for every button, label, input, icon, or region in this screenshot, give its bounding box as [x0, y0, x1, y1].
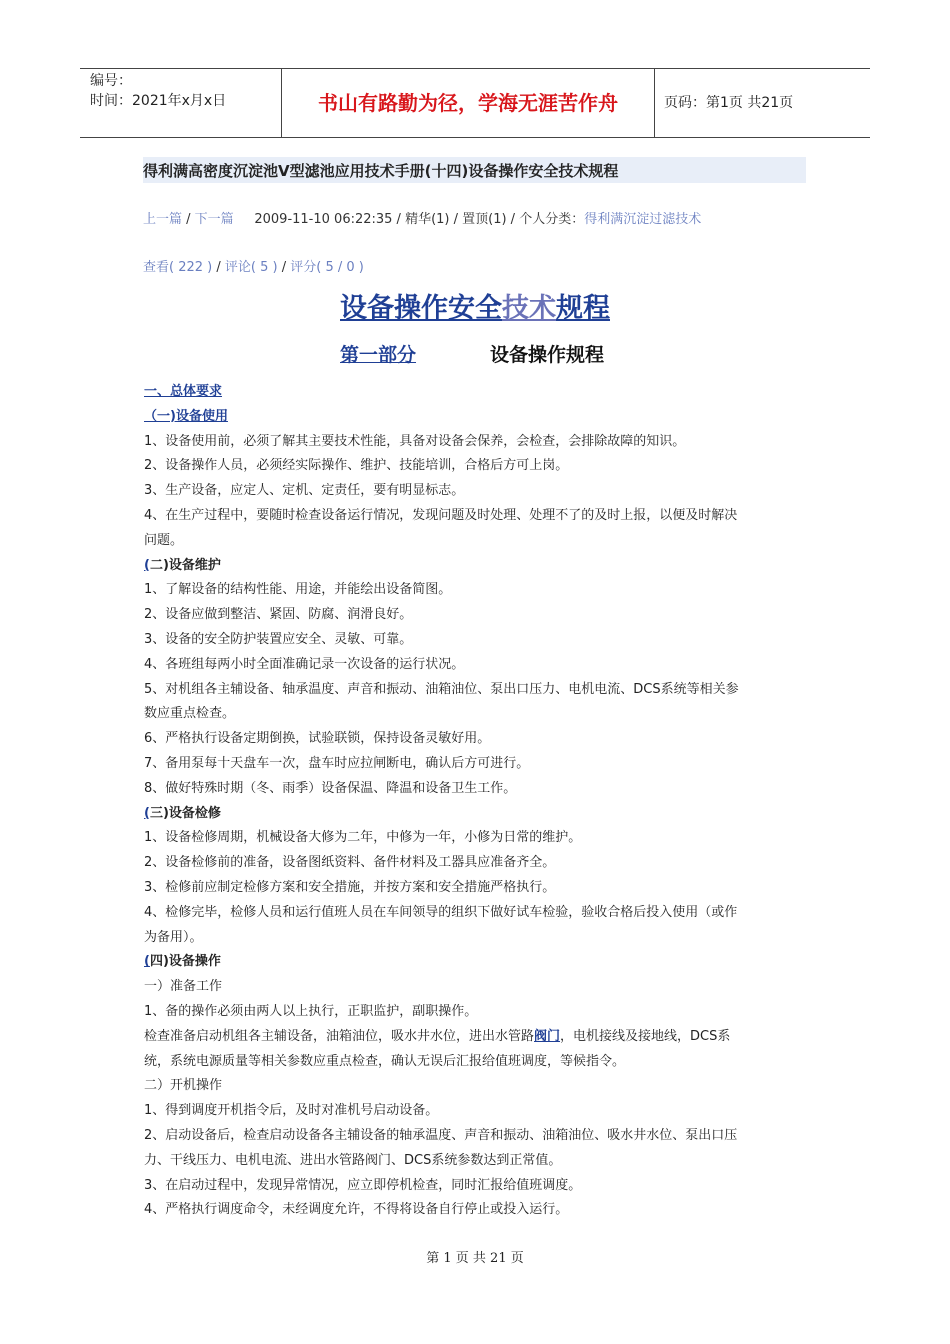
list-item: 3、检修前应制定检修方案和安全措施，并按方案和安全措施严格执行。: [144, 879, 556, 895]
section-heading[interactable]: 一、总体要求: [144, 384, 223, 399]
list-item: 1、了解设备的结构性能、用途，并能绘出设备简图。: [144, 582, 452, 598]
page-header: [80, 68, 870, 138]
number-label: 编号：: [90, 73, 132, 89]
section-heading[interactable]: （一)设备使用: [144, 408, 228, 424]
next-article-link[interactable]: 下一篇: [194, 212, 234, 227]
list-item: 1、设备检修周期，机械设备大修为二年，中修为一年，小修为日常的维护。: [144, 830, 582, 846]
views-link[interactable]: 查看( 222 ): [143, 260, 213, 275]
time-label: 时间：2021年x月x日: [90, 93, 227, 109]
list-item: 1、得到调度开机指令后，及时对准机号启动设备。: [144, 1103, 439, 1119]
section-heading: [144, 554, 804, 579]
main-title-part-c[interactable]: 规程: [556, 293, 610, 324]
list-item: 8、做好特殊时期（冬、雨季）设备保温、降温和设备卫生工作。: [144, 780, 517, 796]
section-mark[interactable]: (: [144, 954, 150, 970]
list-item: 问题。: [144, 532, 184, 548]
separator: /: [182, 212, 195, 227]
paragraph-text: 检查准备启动机组各主辅设备，油箱油位，吸水井水位，进出水管路: [144, 1028, 535, 1044]
list-item: 为备用）。: [144, 929, 203, 945]
paragraph-text: ，电机接线及接地线，DCS系: [560, 1028, 731, 1044]
part-title: 设备操作规程: [490, 344, 605, 366]
section-heading: [144, 950, 804, 975]
list-item: 2、设备检修前的准备，设备图纸资料、备件材料及工器具应准备齐全。: [144, 855, 556, 871]
list-item: 5、对机组各主辅设备、轴承温度、声音和振动、油箱油位、泵出口压力、电机电流、DCS系统等相关参: [144, 681, 739, 697]
list-item: 4、在生产过程中，要随时检查设备运行情况，发现问题及时处理、处理不了的及时上报，以便及时解决: [144, 507, 738, 523]
comments-link[interactable]: 评论( 5 ): [224, 260, 278, 275]
list-item: 3、生产设备，应定人、定机、定责任，要有明显标志。: [144, 483, 465, 499]
header-page-label: 页码：第1页 共21页: [664, 95, 794, 111]
list-item: 1、备的操作必须由两人以上执行，正职监护，副职操作。: [144, 1003, 478, 1019]
list-item: 2、启动设备后，检查启动设备各主辅设备的轴承温度、声音和振动、油箱油位、吸水井水位、泵出口压: [144, 1127, 738, 1143]
category-link[interactable]: 得利满沉淀过滤技术: [584, 212, 702, 227]
separator: /: [212, 260, 225, 275]
document-body: [144, 380, 804, 1223]
section-mark: 四: [149, 954, 163, 970]
list-item: 7、备用泵每十天盘车一次，盘车时应拉闸断电，确认后方可进行。: [144, 755, 530, 771]
list-item: 2、设备应做到整洁、紧固、防腐、润滑良好。: [144, 607, 413, 623]
list-item: 4、严格执行调度命令，未经调度允许，不得将设备自行停止或投入运行。: [144, 1202, 569, 1218]
article-stats: [143, 256, 364, 275]
section-title: )设备检修: [162, 805, 221, 821]
section-title: )设备操作: [162, 954, 221, 970]
separator: /: [277, 260, 291, 275]
part-label[interactable]: 第一部分: [340, 344, 417, 366]
list-item: 数应重点检查。: [144, 706, 236, 722]
subsection-heading: 二）开机操作: [144, 1078, 223, 1094]
header-meta-cell: [80, 69, 282, 137]
paragraph: 统，系统电源质量等相关参数应重点检查，确认无误后汇报给值班调度，等候指令。: [144, 1053, 626, 1069]
list-item: 力、干线压力、电机电流、进出水管路阀门、DCS系统参数达到正常值。: [144, 1152, 562, 1168]
article-title: 得利满高密度沉淀池Ⅴ型滤池应用技术手册(十四)设备操作安全技术规程: [143, 157, 806, 183]
list-item: 4、各班组每两小时全面准确记录一次设备的运行状况。: [144, 656, 465, 672]
section-mark[interactable]: (: [144, 805, 150, 821]
section-mark: 三: [149, 805, 163, 821]
prev-article-link[interactable]: 上一篇: [143, 212, 183, 227]
list-item: 6、严格执行设备定期倒换，试验联锁，保持设备灵敏好用。: [144, 731, 491, 747]
list-item: 2、设备操作人员，必须经实际操作、维护、技能培训，合格后方可上岗。: [144, 458, 569, 474]
list-item: 4、检修完毕，检修人员和运行值班人员在车间领导的组织下做好试车检验，验收合格后投入使用（或作: [144, 904, 738, 920]
section-mark[interactable]: (: [144, 557, 150, 573]
section-title: )设备维护: [162, 557, 221, 573]
page-footer: 第 1 页 共 21 页: [426, 1251, 524, 1266]
article-meta: [143, 208, 701, 227]
article-meta-text: 2009-11-10 06:22:35 / 精华(1) / 置顶(1) / 个人分类：: [254, 212, 585, 227]
main-title: [0, 286, 950, 325]
subsection-heading: 一）准备工作: [144, 979, 223, 995]
valve-link[interactable]: 阀门: [534, 1028, 561, 1044]
list-item: 1、设备使用前，必须了解其主要技术性能，具备对设备会保养，会检查，会排除故障的知识。: [144, 433, 686, 449]
list-item: 3、设备的安全防护装置应安全、灵敏、可靠。: [144, 631, 413, 647]
list-item: 3、在启动过程中，发现异常情况，应立即停机检查，同时汇报给值班调度。: [144, 1177, 582, 1193]
section-mark: 二: [149, 557, 163, 573]
main-title-part-b[interactable]: 技术: [502, 293, 556, 324]
rating-link[interactable]: 评分( 5 / 0 ): [290, 260, 364, 275]
header-motto: 书山有路勤为径，学海无涯苦作舟: [282, 69, 655, 137]
section-heading: [144, 802, 804, 827]
paragraph: [144, 1025, 804, 1050]
main-title-part-a[interactable]: 设备操作安全: [340, 293, 502, 324]
